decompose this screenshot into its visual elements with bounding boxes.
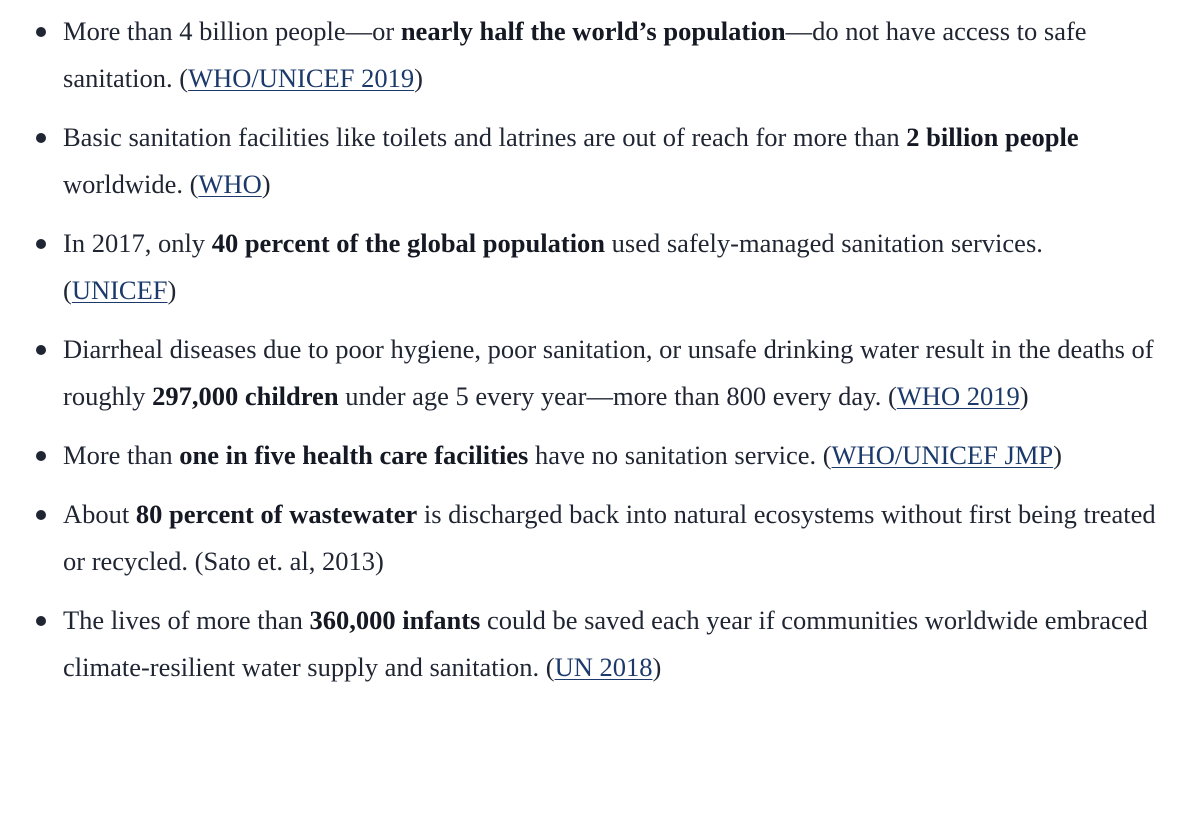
fact-item-6	[0, 491, 1200, 585]
fact-item-2	[0, 114, 1200, 208]
paren-close: )	[167, 275, 177, 305]
fact-highlight: 360,000 infants	[309, 605, 481, 635]
source-link[interactable]: WHO 2019	[896, 381, 1020, 411]
bullet-icon	[36, 451, 46, 461]
fact-item-1	[0, 8, 1200, 102]
source-link[interactable]: UNICEF	[71, 275, 168, 305]
fact-highlight: 2 billion people	[906, 122, 1079, 152]
paren-close: )	[652, 652, 662, 682]
fact-text: The lives of more than	[63, 605, 310, 635]
fact-text: Basic sanitation facilities like toilets and latrines are out of reach for more than	[63, 122, 907, 152]
fact-item-4	[0, 326, 1200, 420]
fact-highlight: 297,000 children	[152, 381, 339, 411]
source-link[interactable]: WHO/UNICEF JMP	[831, 440, 1054, 470]
fact-text-continued: used safely-managed sanitation services. (	[63, 228, 1043, 305]
source-link[interactable]: UN 2018	[554, 652, 653, 682]
fact-highlight: 80 percent of wastewater	[135, 499, 418, 529]
fact-item-7	[0, 597, 1200, 691]
fact-text: Diarrheal diseases due to poor hygiene, poor sanitation, or unsafe drinking water result in the deaths of roughly	[63, 334, 1154, 411]
fact-text-continued: —do not have access to safe sanitation. (	[63, 16, 1087, 93]
fact-text-continued: could be saved each year if communities worldwide embraced climate-resilient water supply and sanitation. (	[63, 605, 1148, 682]
paren-close: )	[1053, 440, 1062, 470]
bullet-icon	[36, 510, 46, 520]
paren-close: )	[414, 63, 423, 93]
paren-close: )	[261, 169, 271, 199]
paren-close: )	[1019, 381, 1029, 411]
fact-text: In 2017, only	[63, 228, 212, 258]
fact-item-5	[0, 432, 1200, 479]
fact-highlight: one in five health care facilities	[179, 440, 529, 470]
bullet-icon	[36, 239, 46, 249]
fact-item-3	[0, 220, 1200, 314]
fact-text: More than	[63, 440, 180, 470]
bullet-icon	[36, 345, 46, 355]
fact-text-continued: under age 5 every year—more than 800 every day. (	[338, 381, 897, 411]
fact-text-continued: have no sanitation service. (	[528, 440, 832, 470]
bullet-icon	[36, 27, 46, 37]
fact-highlight: 40 percent of the global population	[211, 228, 606, 258]
fact-text: About	[63, 499, 136, 529]
bullet-icon	[36, 133, 46, 143]
source-link[interactable]: WHO	[198, 169, 262, 199]
fact-text: More than 4 billion people—or	[63, 16, 401, 46]
fact-text-continued: is discharged back into natural ecosystems without first being treated or recycled. (Sato et. al, 2013)	[63, 499, 1156, 576]
fact-highlight: nearly half the world’s population	[400, 16, 786, 46]
source-link[interactable]: WHO/UNICEF 2019	[188, 63, 415, 93]
bullet-icon	[36, 616, 46, 626]
fact-text-continued: worldwide. (	[63, 169, 199, 199]
